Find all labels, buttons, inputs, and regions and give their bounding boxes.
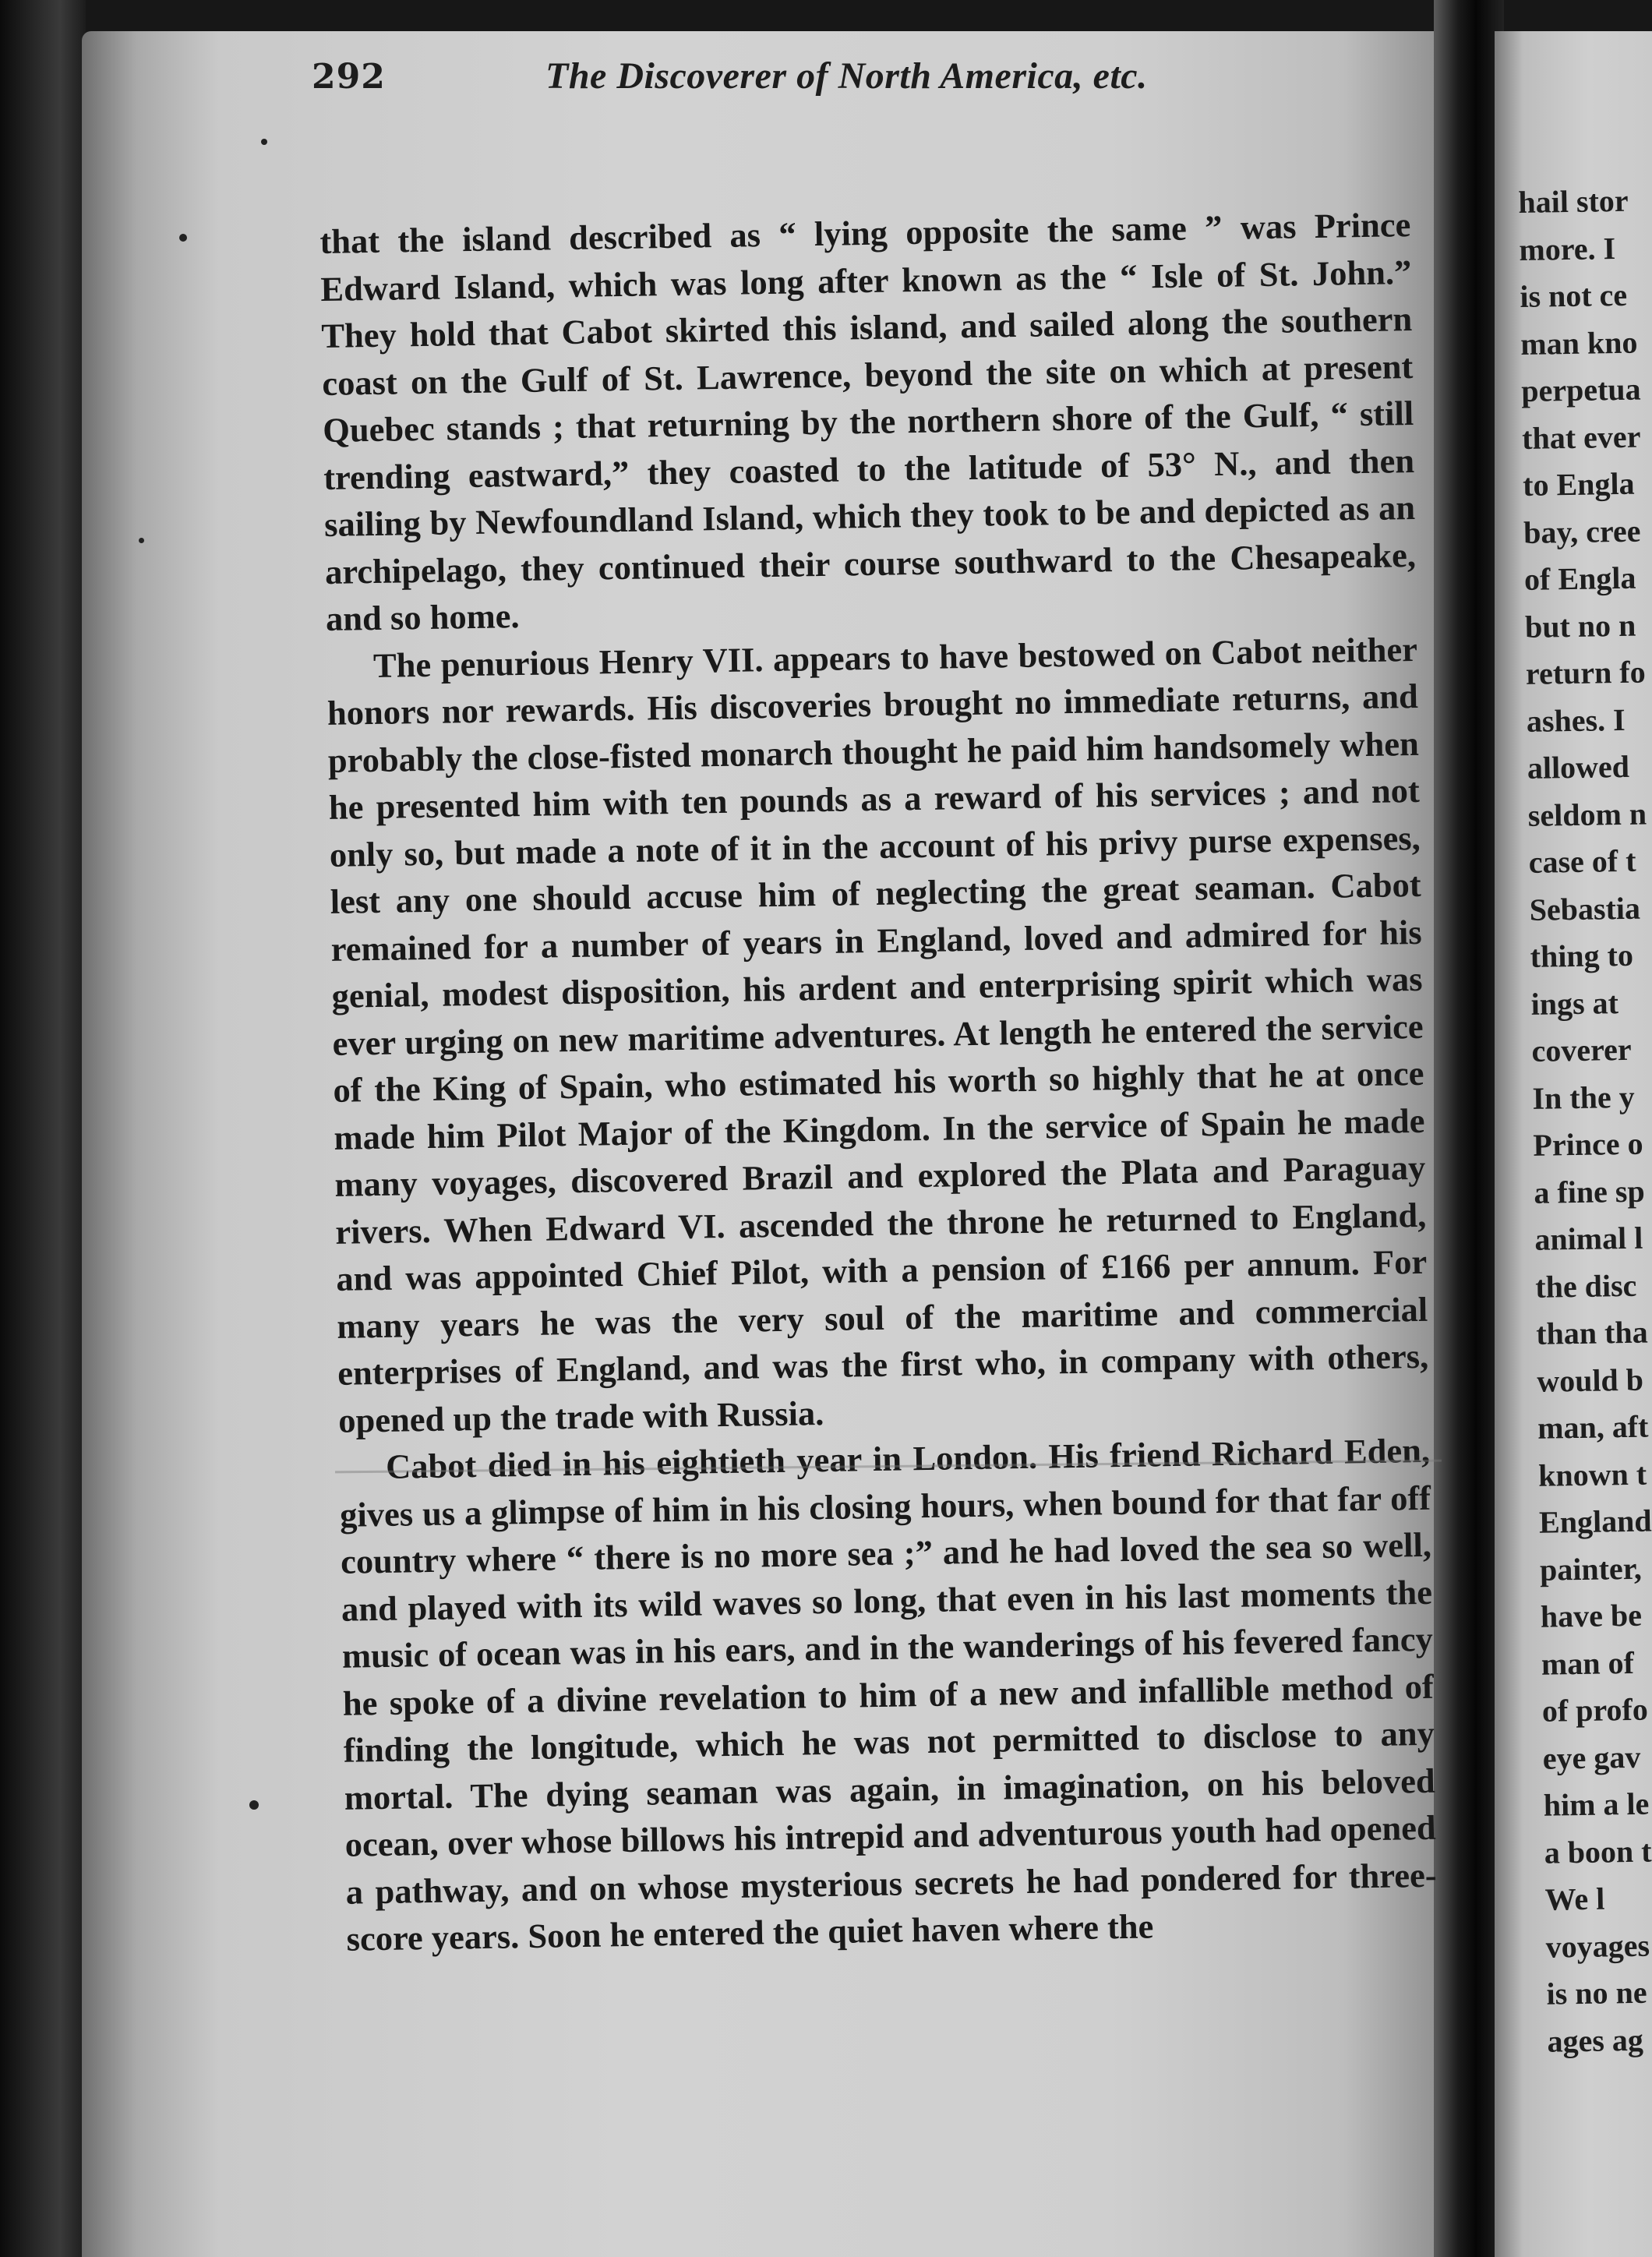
running-head <box>312 55 1442 101</box>
right-page-line: is no ne <box>1546 1974 1647 2012</box>
right-page-line: a fine sp <box>1534 1173 1646 1210</box>
right-page-line: seldom n <box>1527 796 1647 833</box>
right-page-line: man, aft <box>1537 1408 1649 1446</box>
right-page-line: Prince o <box>1533 1125 1643 1163</box>
page-number: 292 <box>312 57 386 97</box>
right-page-line: animal l <box>1534 1220 1643 1257</box>
right-page-line: of profo <box>1541 1691 1649 1729</box>
right-page-line: thing to <box>1530 937 1634 974</box>
right-page-line: would b <box>1536 1362 1644 1399</box>
right-page-line: England <box>1538 1503 1652 1540</box>
right-page-line: have be <box>1540 1597 1643 1634</box>
right-page-line: of Engla <box>1523 560 1636 597</box>
right-page-line: case of t <box>1528 842 1636 880</box>
ink-speck <box>249 1800 259 1810</box>
right-page-line: ings at <box>1530 984 1619 1022</box>
right-page-line: man of <box>1541 1644 1635 1682</box>
right-page-line: voyages <box>1545 1927 1650 1965</box>
right-page-line: that ever <box>1521 419 1641 456</box>
paragraph: that the island described as “ lying opposite the same ” was Prince Edward Island, which was long after known as the “ Isle of St. John.” They hold that Cabot skirted this island, and sailed along the southern coast on the Gulf of St. Lawrence, beyond the site on which at present Quebec stands ; that returning by the northern shore of the Gulf, “ still trending eastward,” they coasted to the latitude of 53° N., and then sailing by Newfoundland Island, which they took to be and depicted as an archipelago, they continued their course southward to the Chesapeake, and so home. <box>319 205 1417 638</box>
paragraph: Cabot died in his eightieth year in London. His friend Richard Eden, gives us a glimpse of him in his closing hours, when bound for that far off country where “ there is no more sea ;” and he had loved the sea so well, and played with its wild waves so long, that even in his last moments the music of ocean was in his ears, and in the wanderings of his fevered fancy he spoke of a divine revelation to him of a new and infallible method of finding the longitude, which he was not permitted to disclose to any mortal. The dying seaman was again, in imagination, on his beloved ocean, over whose billows his intrepid and adventurous youth had opened a pathway, and on whose mysterious secrets he had pondered for three-score years. Soon he entered the quiet haven where the <box>339 1430 1437 1959</box>
right-page-line: hail stor <box>1518 182 1629 220</box>
right-page-line: to Engla <box>1522 465 1635 503</box>
right-page-line: him a le <box>1543 1785 1650 1823</box>
right-page-line: man kno <box>1520 324 1638 362</box>
right-page-line: We l <box>1544 1881 1605 1917</box>
right-page-line: return fo <box>1525 654 1646 691</box>
right-page-line: known t <box>1537 1456 1647 1493</box>
book-gutter <box>1434 0 1504 2257</box>
right-page-line: than tha <box>1535 1314 1648 1351</box>
ink-speck <box>139 538 144 543</box>
right-page-line: allowed <box>1527 748 1630 786</box>
right-page-line: eye gav <box>1542 1739 1641 1776</box>
right-page-line: Sebastia <box>1529 890 1641 927</box>
book-binding-edge <box>0 0 86 2257</box>
right-page-line: a boon t <box>1544 1833 1652 1870</box>
right-page-line: but no n <box>1524 607 1636 645</box>
right-page-line: In the y <box>1532 1079 1635 1116</box>
right-page-line: perpetua <box>1520 371 1641 408</box>
right-page-line: more. I <box>1519 230 1616 267</box>
right-page-line: is not ce <box>1520 277 1628 314</box>
right-page-line: the disc <box>1534 1267 1637 1305</box>
right-page-line: painter, <box>1539 1550 1643 1588</box>
paragraph: The penurious Henry VII. appears to have bestowed on Cabot neither honors nor rewards. His discoveries brought no immediate returns, and probably the close-fisted monarch thought he paid him handsomely when he presented him with ten pounds as a reward of his services ; and not only so, but made a note of it in the account of his privy purse expenses, lest any one should accuse him of neglecting the great seaman. Cabot remained for a number of years in England, loved and admired for his genial, modest disposition, his ardent and enterprising spirit which was ever urging on new maritime adventures. At length he entered the service of the King of Spain, who estimated his worth so highly that he at once made him Pilot Major of the Kingdom. In the service of Spain he made many voyages, discovered Brazil and explored the Plata and Paraguay rivers. When Edward VI. ascended the throne he returned to England, and was appointed Chief Pilot, with a pension of £166 per annum. For many years he was the very soul of the maritime and commercial enterprises of England, and was the first who, in company with others, opened up the trade with Russia. <box>327 629 1429 1440</box>
right-page-line: ages ag <box>1547 2022 1644 2059</box>
right-page-line: ashes. I <box>1526 701 1626 739</box>
ink-speck <box>179 234 187 242</box>
running-head-title: The Discoverer of North America, etc. <box>545 55 1148 97</box>
right-page-line: bay, cree <box>1523 513 1641 550</box>
body-text <box>319 201 1438 1962</box>
ink-speck <box>261 139 267 145</box>
right-page-line: coverer <box>1531 1031 1632 1068</box>
